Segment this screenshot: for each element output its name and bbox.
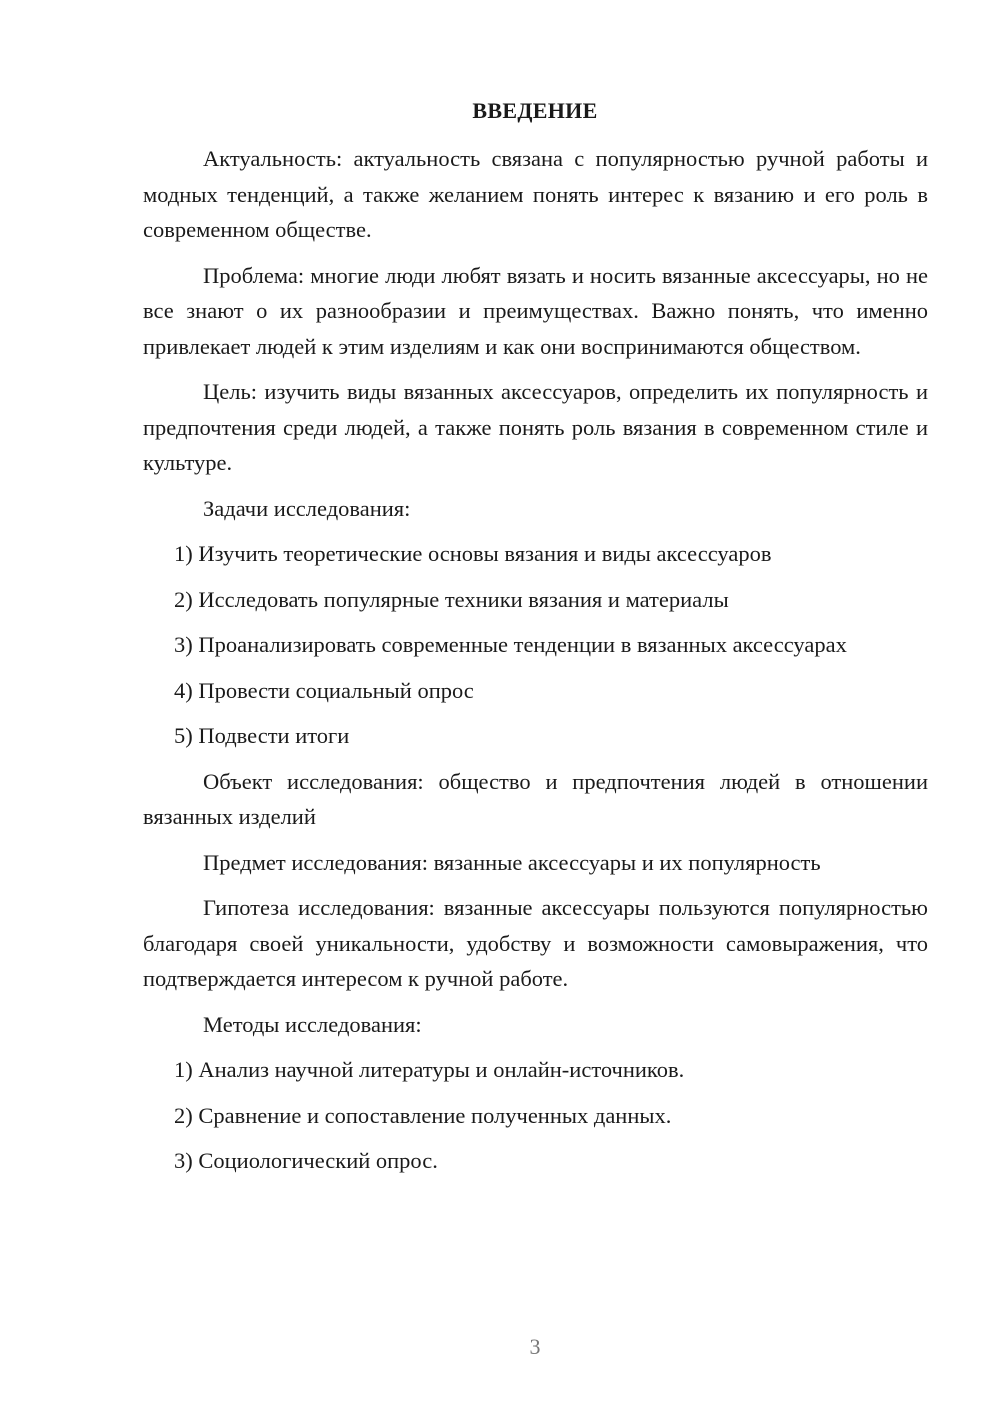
tasks-heading: Задачи исследования: (203, 495, 411, 521)
methods-heading: Методы исследования: (203, 1011, 422, 1037)
section-title: ВВЕДЕНИЕ (472, 98, 598, 123)
hypothesis-paragraph: Гипотеза исследования: вязанные аксессуары пользуются популярностью благодаря своей уникальности, удобству и возможности самовыражения, что подтверждается интересом к ручной работе. (143, 895, 928, 991)
task-item: 5) Подвести итоги (174, 723, 350, 748)
relevance-paragraph: Актуальность: актуальность связана с популярностью ручной работы и модных тенденций, а также желанием понять интерес к вязанию и его роль в современном обществе. (143, 146, 928, 242)
document-body (143, 141, 928, 1189)
task-item: 3) Проанализировать современные тенденции в вязанных аксессуарах (174, 632, 847, 657)
problem-paragraph: Проблема: многие люди любят вязать и носить вязанные аксессуары, но не все знают о их разнообразии и преимуществах. Важно понять, что именно привлекает людей к этим изделиям и как они воспринимаются обществом. (143, 262, 928, 359)
task-item: 1) Изучить теоретические основы вязания и виды аксессуаров (174, 541, 772, 566)
method-item: 2) Сравнение и сопоставление полученных данных. (174, 1102, 672, 1128)
task-item: 4) Провести социальный опрос (174, 677, 474, 703)
task-item: 2) Исследовать популярные техники вязания и материалы (174, 586, 729, 612)
goal-paragraph: Цель: изучить виды вязанных аксессуаров, определить их популярность и предпочтения среди людей, а также понять роль вязания в современном стиле и культуре. (143, 379, 928, 475)
object-paragraph: Объект исследования: общество и предпочтения людей в отношении вязанных изделий (143, 768, 928, 829)
page-number: 3 (529, 1334, 541, 1359)
subject-paragraph: Предмет исследования: вязанные аксессуары и их популярность (203, 849, 821, 875)
method-item: 3) Социологический опрос. (174, 1148, 438, 1173)
method-item: 1) Анализ научной литературы и онлайн-источников. (174, 1057, 685, 1082)
